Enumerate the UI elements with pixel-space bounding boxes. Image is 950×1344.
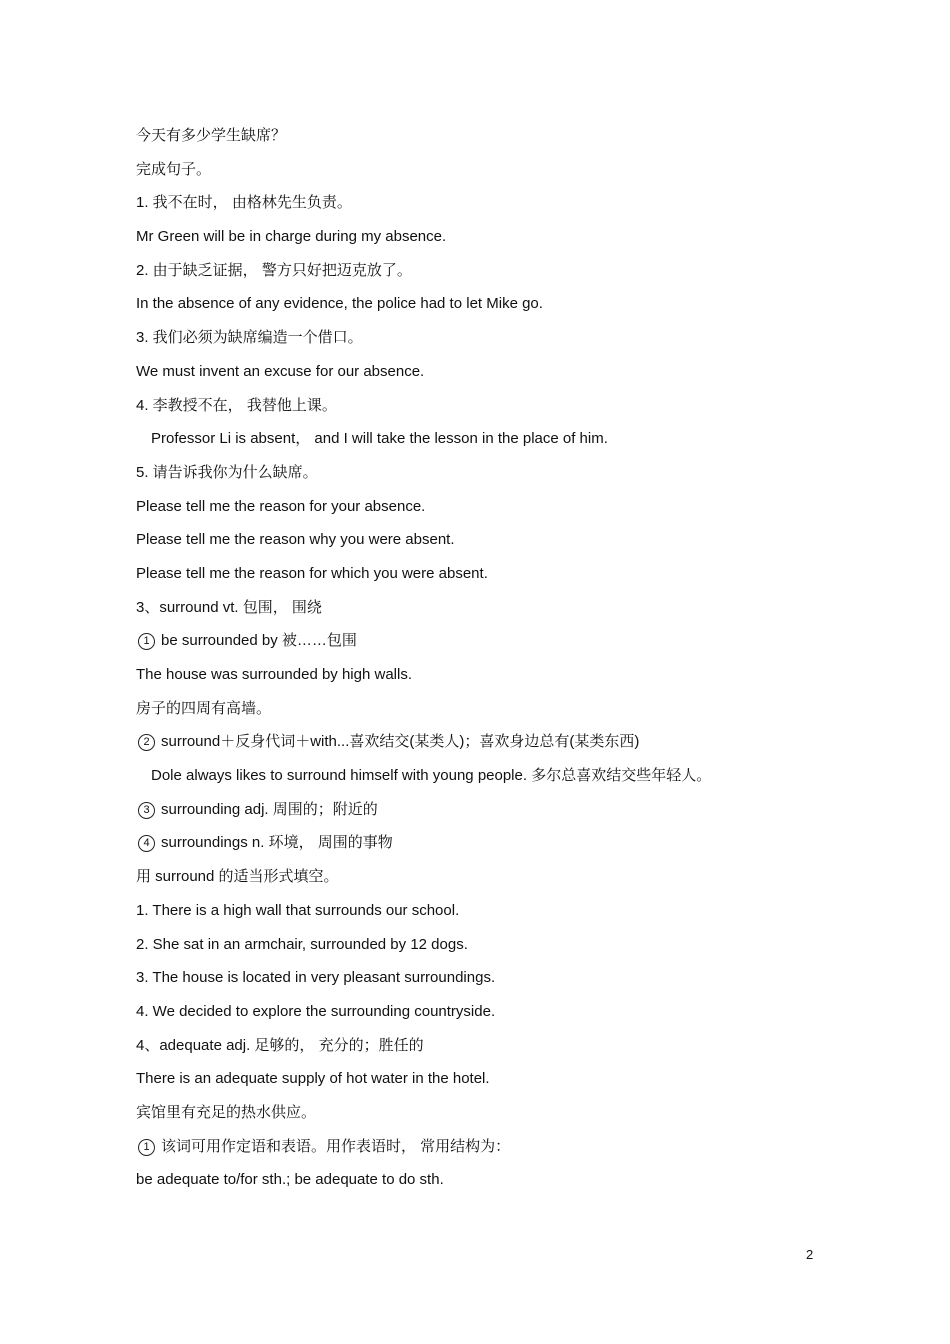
text-line xyxy=(136,630,836,664)
text-line xyxy=(136,395,836,429)
text-line xyxy=(136,529,836,563)
line-text: We must invent an excuse for our absence. xyxy=(136,362,425,380)
text-line xyxy=(136,664,836,698)
line-text: 4. We decided to explore the surrounding countryside. xyxy=(136,1002,496,1020)
line-text: 2. She sat in an armchair, surrounded by 12 dogs. xyxy=(136,935,468,953)
line-text: 1. There is a high wall that surrounds our school. xyxy=(136,901,460,919)
text-line xyxy=(136,967,836,1001)
line-text: 该词可用作定语和表语。用作表语时， 常用结构为： xyxy=(161,1137,511,1155)
line-text: Please tell me the reason for your absence. xyxy=(136,497,426,515)
line-text: 5. 请告诉我你为什么缺席。 xyxy=(136,463,318,481)
line-text: There is an adequate supply of hot water in the hotel. xyxy=(136,1070,490,1088)
line-text: Mr Green will be in charge during my absence. xyxy=(136,228,447,246)
line-text: 宾馆里有充足的热水供应。 xyxy=(136,1103,317,1121)
text-line xyxy=(136,900,836,934)
text-line xyxy=(136,934,836,968)
line-text: In the absence of any evidence, the police had to let Mike go. xyxy=(136,295,543,313)
text-line xyxy=(136,866,836,900)
circled-number-marker: 1 xyxy=(138,1139,155,1156)
line-text: 房子的四周有高墙。 xyxy=(136,699,272,717)
text-line xyxy=(136,125,836,159)
text-line xyxy=(136,428,836,462)
line-text: surround＋反身代词＋with...喜欢结交(某类人)；喜欢身边总有(某类东西) xyxy=(161,733,640,751)
line-text: 4、adequate adj. 足够的， 充分的；胜任的 xyxy=(136,1036,424,1054)
line-text: Please tell me the reason for which you were absent. xyxy=(136,564,488,582)
text-line xyxy=(136,260,836,294)
text-line xyxy=(136,698,836,732)
text-line xyxy=(136,765,836,799)
text-line xyxy=(136,597,836,631)
text-line xyxy=(136,1001,836,1035)
line-text: be surrounded by 被……包围 xyxy=(161,632,357,650)
text-line xyxy=(136,192,836,226)
line-text: surrounding adj. 周围的；附近的 xyxy=(161,800,378,818)
text-line xyxy=(136,327,836,361)
text-line xyxy=(136,832,836,866)
text-line xyxy=(136,1035,836,1069)
line-text: 3. The house is located in very pleasant surroundings. xyxy=(136,969,496,987)
line-text: surroundings n. 环境， 周围的事物 xyxy=(161,834,393,852)
line-text: 3、surround vt. 包围， 围绕 xyxy=(136,598,322,616)
line-text: 1. 我不在时， 由格林先生负责。 xyxy=(136,194,352,212)
text-line xyxy=(136,159,836,193)
circled-number-marker: 2 xyxy=(138,734,155,751)
text-line xyxy=(136,1102,836,1136)
line-text: 今天有多少学生缺席？ xyxy=(136,127,287,144)
text-line xyxy=(136,799,836,833)
document-body xyxy=(136,125,836,1203)
line-text: 用 surround 的适当形式填空。 xyxy=(136,868,339,886)
text-line xyxy=(136,1136,836,1170)
page-number: 2 xyxy=(806,1247,814,1262)
line-text: 3. 我们必须为缺席编造一个借口。 xyxy=(136,329,363,347)
text-line xyxy=(136,563,836,597)
line-text: 4. 李教授不在， 我替他上课。 xyxy=(136,396,337,414)
line-text: Professor Li is absent， and I will take the lesson in the place of him. xyxy=(151,430,608,448)
text-line xyxy=(136,1068,836,1102)
line-text: The house was surrounded by high walls. xyxy=(136,666,412,683)
text-line xyxy=(136,361,836,395)
line-text: 2. 由于缺乏证据， 警方只好把迈克放了。 xyxy=(136,261,412,279)
text-line xyxy=(136,293,836,327)
text-line xyxy=(136,226,836,260)
line-text: be adequate to/for sth.; be adequate to do sth. xyxy=(136,1171,444,1189)
line-text: Please tell me the reason why you were absent. xyxy=(136,531,455,549)
circled-number-marker: 4 xyxy=(138,835,155,852)
text-line xyxy=(136,496,836,530)
text-line xyxy=(136,462,836,496)
line-text: 完成句子。 xyxy=(136,160,212,178)
circled-number-marker: 3 xyxy=(138,802,155,819)
text-line xyxy=(136,731,836,765)
circled-number-marker: 1 xyxy=(138,633,155,650)
text-line xyxy=(136,1169,836,1203)
line-text: Dole always likes to surround himself with young people. 多尔总喜欢结交些年轻人。 xyxy=(151,767,712,785)
